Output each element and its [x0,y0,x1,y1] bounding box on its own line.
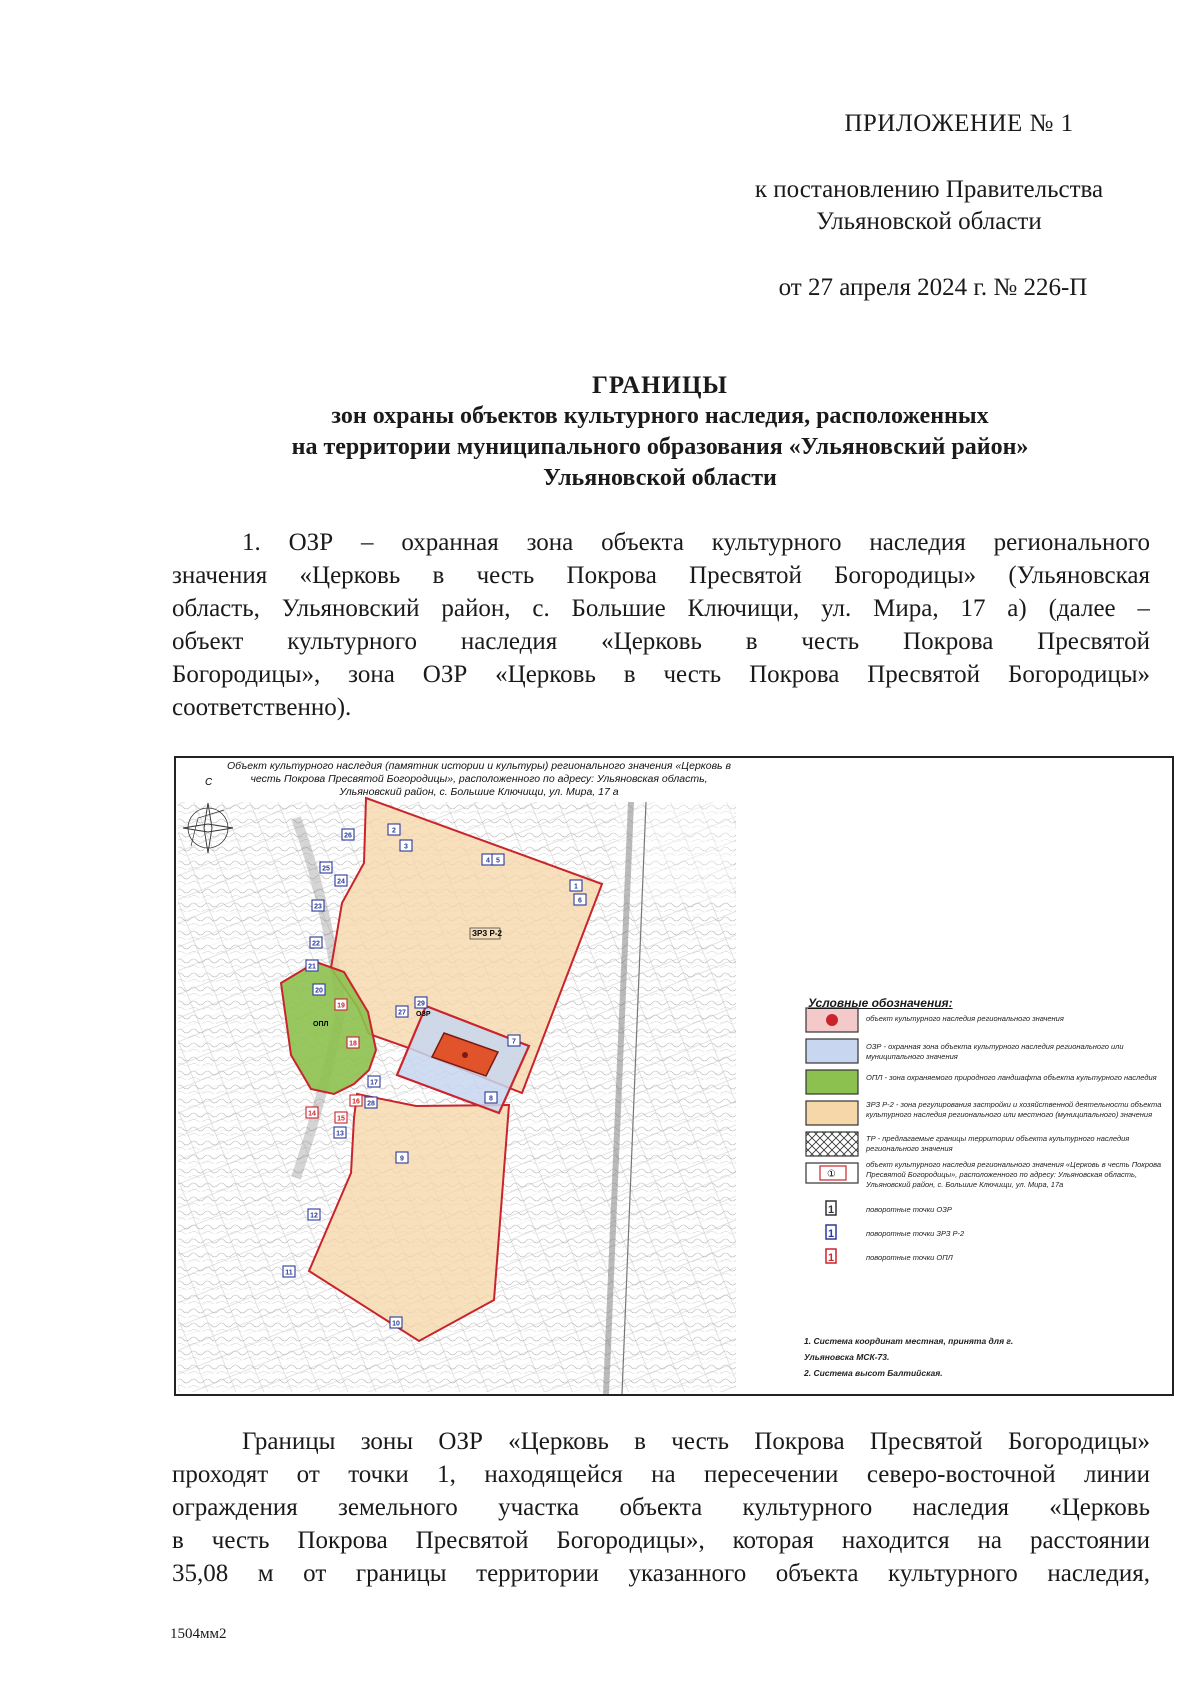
turning-point-marker [396,1006,408,1017]
paragraph-line: область, Ульяновский район, с. Большие Ключищи, ул. Мира, 17 а) (далее – [172,595,1150,622]
document-subtitle-line3: Ульяновской области [543,465,777,491]
turning-point-label: 14 [308,1110,316,1118]
turning-point-marker [308,1209,320,1220]
legend-item-points-opl: поворотные точки ОПЛ [866,1253,953,1262]
paragraph-line: значения «Церковь в честь Покрова Пресвятой Богородицы» (Ульяновская [172,562,1150,589]
document-title: ГРАНИЦЫ [592,372,728,399]
paragraph-line: 35,08 м от границы территории указанного объекта культурного наследия, [172,1560,1150,1587]
turning-point-marker [335,999,347,1010]
paragraph-line: ограждения земельного участка объекта культурного наследия «Церковь [172,1494,1150,1521]
turning-point-label: 19 [337,1002,345,1010]
compass-north-label: С [205,777,213,788]
paragraph-line: Границы зоны ОЗР «Церковь в честь Покрова Пресвятой Богородицы» [242,1428,1150,1455]
legend-item-points-ozr: поворотные точки ОЗР [866,1205,952,1214]
legend-item-church: объект культурного наследия регионального значения «Церковь в честь Покрова Пресвятой Богородицы», расположенного по адресу: Ульяновская область, Ульяновский район, с. Большие Ключищи, ул. Мира, 17а [866,1160,1162,1189]
zone-map [174,756,1174,1396]
turning-point-marker [508,1035,520,1046]
turning-point-label: 27 [398,1009,406,1017]
map-note-line3: 2. Система высот Балтийская. [804,1368,943,1378]
turning-point-marker [334,1127,346,1138]
turning-point-label: 10 [392,1320,400,1328]
turning-point-label: 8 [489,1095,493,1103]
opl-zone-label: ОПЛ [313,1021,329,1028]
zrz-zone-label: ЗРЗ Р-2 [472,929,502,938]
turning-point-label: 25 [322,865,330,873]
turning-point-label: 26 [344,832,352,840]
turning-point-label: 12 [310,1212,318,1220]
document-subtitle-line1: зон охраны объектов культурного наследия, расположенных [331,403,989,429]
turning-point-marker [365,1097,377,1108]
map-title-line1: Объект культурного наследия (памятник истории и культуры) регионального значения «Церковь в [227,760,731,772]
turning-point-label: 23 [314,903,322,911]
turning-point-marker [570,880,582,891]
legend-point-symbol-opl: 1 [828,1252,835,1264]
turning-point-marker [574,894,586,905]
turning-point-marker [350,1095,362,1106]
turning-point-label: 28 [367,1100,375,1108]
map-note-line1: 1. Система координат местная, принята для г. [804,1336,1014,1346]
legend-item-tr: ТР - предлагаемые границы территории объекта культурного наследия регионального значения [866,1134,1130,1153]
turning-point-marker [310,937,322,948]
turning-point-marker [415,997,427,1008]
turning-point-marker [306,960,318,971]
map-title-line2: честь Покрова Пресвятой Богородицы», расположенного по адресу: Ульяновская область, [250,773,708,785]
turning-point-label: 11 [285,1269,293,1277]
turning-point-label: 6 [578,897,582,905]
turning-point-label: 15 [337,1115,345,1123]
object-marker [462,1052,468,1058]
legend-item-opl: ОПЛ - зона охраняемого природного ландшафта объекта культурного наследия [866,1073,1157,1082]
turning-point-marker [400,840,412,851]
turning-point-marker [306,1107,318,1118]
turning-point-marker [390,1317,402,1328]
turning-point-label: 16 [352,1098,360,1106]
paragraph-line: соответственно). [172,694,352,721]
turning-point-label: 4 [486,857,490,865]
decree-reference-line2: Ульяновской области [816,208,1042,235]
turning-point-marker [335,1112,347,1123]
decree-reference-line1: к постановлению Правительства [754,176,1104,203]
turning-point-label: 18 [349,1040,357,1048]
legend-item-ozr: ОЗР - охранная зона объекта культурного наследия регионального или муниципального значения [866,1042,1124,1061]
turning-point-label: 21 [308,963,316,971]
turning-point-marker [396,1152,408,1163]
legend-point-symbol-zrz: 1 [828,1228,835,1240]
paragraph-line: проходят от точки 1, находящейся на пересечении северо-восточной линии [172,1461,1150,1488]
turning-point-label: 1 [574,883,578,891]
turning-point-marker [388,824,400,835]
turning-point-label: 17 [370,1079,378,1087]
paragraph-line: 1. ОЗР – охранная зона объекта культурного наследия регионального [242,529,1150,556]
turning-point-label: 2 [392,827,396,835]
legend-swatches [806,1008,858,1263]
turning-point-label: 24 [337,878,345,886]
legend-title: Условные обозначения: [808,996,953,1010]
map-blank-area [616,802,734,902]
legend-point-symbol-ozr: 1 [828,1204,835,1216]
turning-point-marker [313,984,325,995]
turning-point-marker [492,854,504,865]
turning-point-marker [312,900,324,911]
turning-point-label: 9 [400,1155,404,1163]
legend-item-points-zrz: поворотные точки ЗРЗ Р-2 [866,1229,965,1238]
turning-point-marker [283,1266,295,1277]
turning-point-label: 22 [312,940,320,948]
footer-code: 1504мм2 [170,1626,227,1642]
turning-point-label: 5 [496,857,500,865]
turning-point-label: 13 [336,1130,344,1138]
paragraph-line: объект культурного наследия «Церковь в честь Покрова Пресвятой [172,628,1150,655]
paragraph-line: в честь Покрова Пресвятой Богородицы», которая находится на расстоянии [172,1527,1150,1554]
legend-item-zrz: ЗРЗ Р-2 - зона регулирования застройки и хозяйственной деятельности объекта культурного наследия регионального или местного (муниципального) значения [866,1100,1162,1119]
turning-point-marker [342,829,354,840]
turning-point-marker [335,875,347,886]
map-note-line2: Ульяновска МСК-73. [804,1352,890,1362]
turning-point-marker [320,862,332,873]
turning-point-marker [485,1092,497,1103]
legend-item-object: объект культурного наследия регионального значения [866,1014,1064,1023]
paragraph-2 [172,1425,1150,1590]
turning-point-marker [368,1076,380,1087]
document-subtitle-line2: на территории муниципального образования «Ульяновский район» [291,434,1029,460]
appendix-heading: ПРИЛОЖЕНИЕ № 1 [844,110,1074,137]
turning-point-label: 3 [404,843,408,851]
decree-date: от 27 апреля 2024 г. № 226-П [778,274,1088,301]
ozr-zone-label: ОЗР [416,1011,431,1018]
paragraph-1 [172,526,1150,724]
turning-point-label: 29 [417,1000,425,1008]
paragraph-line: Богородицы», зона ОЗР «Церковь в честь Покрова Пресвятой Богородицы» [172,661,1150,688]
map-title-line3: Ульяновский район, с. Большие Ключищи, ул. Мира, 17 а [339,786,619,798]
legend-marker-symbol: ① [827,1169,836,1180]
turning-point-marker [347,1037,359,1048]
turning-point-label: 20 [315,987,323,995]
turning-point-label: 7 [512,1038,516,1046]
